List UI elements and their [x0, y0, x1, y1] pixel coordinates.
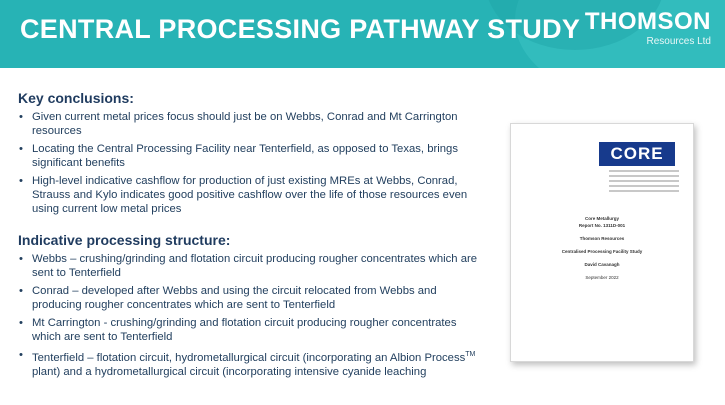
key-conclusions-heading: Key conclusions:	[18, 90, 134, 106]
key-conclusions-list	[18, 110, 478, 216]
trademark-superscript: TM	[465, 351, 476, 358]
processing-structure-list	[18, 252, 478, 379]
list-item-text: Tenterfield – flotation circuit, hydrometallurgical circuit (incorporating an Albion Process	[32, 351, 466, 364]
list-item	[18, 174, 478, 216]
report-date: September 2022	[585, 275, 619, 280]
list-item-text: High-level indicative cashflow for production of just existing MREs at Webbs, Conrad, Strauss and Kylo indicates good positive cashflow over the life of those resources even using current low metal prices	[32, 175, 468, 215]
core-logo: CORE	[599, 142, 675, 166]
address-lines	[609, 170, 679, 195]
list-item-text: Webbs – crushing/grinding and flotation circuit producing rougher concentrates which are sent to Tenterfield	[32, 253, 478, 279]
list-item-text: Mt Carrington - crushing/grinding and flotation circuit producing rougher concentrates which are sent to Tenterfield	[32, 317, 457, 343]
logo-brand: THOMSON	[584, 8, 711, 35]
report-company: Core Metallurgy	[584, 216, 619, 221]
report-author: David Cavanagh	[584, 262, 620, 267]
list-item-text: Locating the Central Processing Facility near Tenterfield, as opposed to Texas, brings significant benefits	[32, 143, 458, 169]
bullet-icon: •	[19, 349, 23, 361]
bullet-icon: •	[19, 317, 23, 329]
bullet-icon: •	[19, 175, 23, 187]
report-client: Thomson Resources	[579, 236, 625, 241]
slide-content	[18, 90, 478, 383]
list-item-text: plant) and a hydrometallurgical circuit (incorporating intensive cyanide leaching	[32, 365, 427, 378]
list-item	[18, 142, 478, 170]
report-number: Report No. 1311D-001	[578, 223, 626, 228]
list-item-text: Conrad – developed after Webbs and using the circuit relocated from Webbs and producing rougher concentrates which are sent to Tenterfield	[32, 285, 437, 311]
list-item	[18, 252, 478, 280]
report-cover-image	[510, 123, 694, 362]
bullet-icon: •	[19, 253, 23, 265]
list-item-text: Given current metal prices focus should just be on Webbs, Conrad and Mt Carrington resources	[32, 111, 458, 137]
logo-subtitle: Resources Ltd	[646, 36, 711, 47]
list-item	[18, 110, 478, 138]
page-title: CENTRAL PROCESSING PATHWAY STUDY	[20, 14, 581, 44]
company-logo	[585, 8, 711, 48]
report-title: Centralised Processing Facility Study	[561, 249, 643, 254]
header-banner	[0, 0, 725, 68]
list-item	[18, 284, 478, 312]
processing-structure-heading: Indicative processing structure:	[18, 232, 231, 248]
bullet-icon: •	[19, 111, 23, 123]
list-item	[18, 316, 478, 344]
bullet-icon: •	[19, 143, 23, 155]
list-item	[18, 348, 478, 379]
bullet-icon: •	[19, 285, 23, 297]
